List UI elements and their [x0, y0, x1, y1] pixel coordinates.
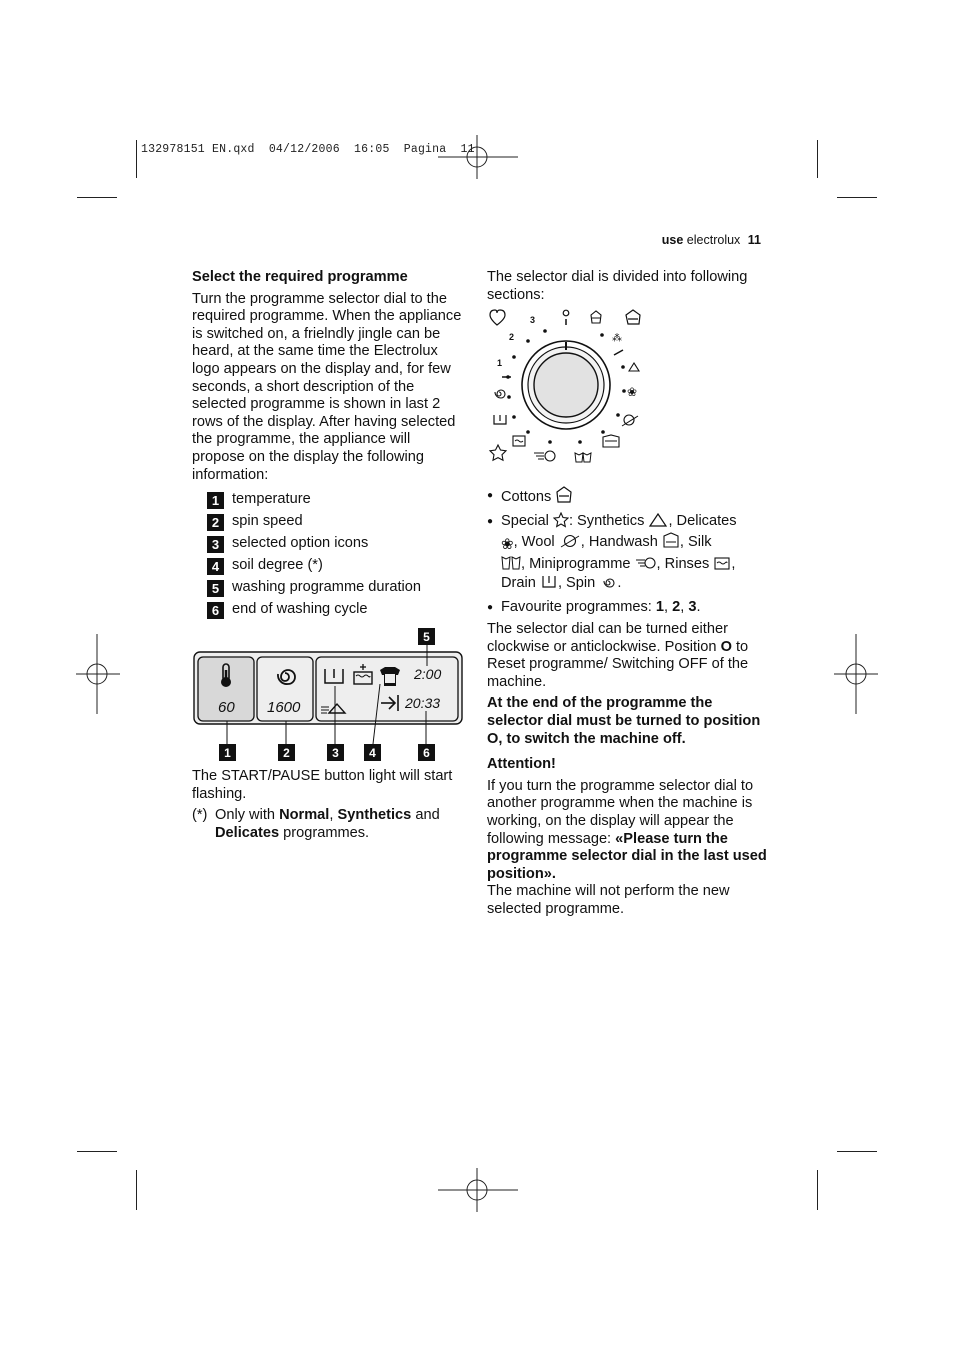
- list-item-label: spin speed: [232, 513, 303, 530]
- list-item-label: soil degree (*): [232, 557, 323, 574]
- position-o: O: [720, 638, 732, 655]
- callout-5: 5: [423, 630, 430, 644]
- handwash-icon: [662, 531, 680, 549]
- list-item: [207, 577, 464, 599]
- end-of-programme-text: At the end of the programme the selector dial must be turned to position O, to switch the machine off.: [487, 695, 761, 747]
- programme-synthetics: Synthetics: [337, 807, 412, 824]
- callout-3: 3: [332, 746, 339, 760]
- list-item-special: ● Special : Synthetics , Delicates ❀, Wool , Handwash , Silk , Miniprogramme , Rinses , Drain , Spin .: [487, 512, 767, 594]
- favourite-3-label: 3: [530, 315, 536, 325]
- footnote-text-part: and: [411, 807, 440, 824]
- silk-label: , Silk: [679, 534, 712, 550]
- footnote-marker: (*): [192, 807, 208, 824]
- list-item-label: selected option icons: [232, 535, 369, 552]
- footnote-text: [215, 807, 470, 842]
- special-star-icon: [490, 445, 506, 460]
- list-item: [207, 533, 464, 555]
- print-slug: 132978151 EN.qxd 04/12/2006 16:05 Pagina 11: [141, 143, 475, 156]
- display-panel-diagram: [190, 626, 470, 766]
- heart-icon: [490, 310, 505, 325]
- footnote-text-part: ,: [329, 807, 338, 824]
- final-text: The machine will not perform the new selected programme.: [487, 883, 730, 917]
- programme-normal: Normal: [279, 807, 330, 824]
- favourite-label: Favourite programmes:: [501, 598, 652, 615]
- synthetics-icon: [648, 512, 668, 528]
- crop-mark: [136, 1170, 137, 1210]
- duration-value: 2:00: [414, 666, 442, 682]
- spin-speed-value: 1600: [267, 699, 301, 716]
- special-star-icon: [553, 512, 569, 528]
- callout-4: 4: [369, 746, 376, 760]
- programme-list: [487, 486, 767, 617]
- special-label: Special: [501, 512, 549, 529]
- list-item-label: washing programme duration: [232, 579, 422, 596]
- callout-1: 1: [224, 746, 231, 760]
- number-badge: 3: [207, 536, 224, 553]
- running-head-section: use: [661, 233, 684, 247]
- display-info-list: [207, 489, 464, 621]
- spin-label: , Spin: [557, 575, 596, 591]
- cotton-icon: [555, 486, 573, 504]
- favourite-1: 1: [655, 598, 665, 615]
- crop-mark: [837, 197, 877, 198]
- handwash-label: , Handwash: [580, 534, 658, 550]
- silk-icon: [501, 555, 521, 571]
- crop-mark: [136, 140, 137, 178]
- footnote: [192, 807, 470, 842]
- favourite-1-label: 1: [497, 358, 503, 368]
- wool-icon: [559, 533, 581, 549]
- wool-icon: [622, 415, 638, 426]
- synthetics-label: : Synthetics: [568, 512, 645, 529]
- registration-mark-bottom: [438, 1168, 518, 1212]
- list-item: [207, 555, 464, 577]
- registration-mark-right: [834, 634, 878, 714]
- attention-text: [487, 778, 767, 884]
- attention-heading: Attention!: [487, 756, 556, 773]
- registration-mark-left: [76, 634, 120, 714]
- list-item: [207, 599, 464, 621]
- off-position-icon: [563, 310, 569, 325]
- number-badge: 5: [207, 580, 224, 597]
- miniprogramme-label: , Miniprogramme: [521, 555, 631, 572]
- dial-knob-inner: [534, 353, 598, 417]
- list-item-favourite: ● Favourite programmes: 1, 2, 3.: [487, 598, 767, 618]
- number-badge: 1: [207, 492, 224, 509]
- number-badge: 2: [207, 514, 224, 531]
- miniprogramme-icon: [635, 555, 657, 571]
- spin-small-icon: [495, 390, 505, 398]
- delicates-icon: ❀: [501, 536, 514, 553]
- crop-mark: [837, 1151, 877, 1152]
- cotton-eco-icon: [626, 310, 640, 324]
- selector-direction-text: [487, 621, 767, 691]
- selector-dial-diagram: [484, 305, 654, 467]
- list-item: [207, 489, 464, 511]
- delicates-label: , Delicates: [668, 512, 737, 529]
- drain-icon: [540, 574, 558, 590]
- section-heading: Select the required programme: [192, 269, 408, 285]
- favourite-3: 3: [688, 598, 697, 615]
- list-item-label: end of washing cycle: [232, 601, 368, 618]
- handwash-icon: [603, 435, 619, 447]
- crop-mark: [817, 140, 818, 178]
- attention-text-part: If you turn the programme selector dial to another programme when the machine is working, on the display will appear the following message:: [487, 777, 754, 847]
- spin-icon: [599, 574, 617, 590]
- running-head-brand: electrolux: [686, 233, 741, 247]
- right-column: [487, 269, 763, 304]
- footnote-text-part: programmes.: [279, 824, 370, 841]
- wool-label: , Wool: [513, 534, 555, 550]
- attention-message: «Please turn the programme selector dial in the last used position».: [487, 830, 767, 882]
- cotton-icon: [591, 311, 601, 323]
- drain-label: Drain: [501, 575, 536, 591]
- selector-text-part: to Reset programme/ Switching OFF of the machine.: [487, 638, 749, 690]
- selector-text-part: The selector dial can be turned either clockwise or anticlockwise. Position: [487, 621, 728, 655]
- easy-iron-icon: ⁂: [612, 333, 622, 344]
- crop-mark: [77, 197, 117, 198]
- crop-mark: [77, 1151, 117, 1152]
- selector-intro: The selector dial is divided into following sections:: [487, 269, 748, 303]
- registration-mark-top: [438, 135, 518, 179]
- running-head: [662, 233, 761, 247]
- delicates-icon: ❀: [627, 385, 638, 399]
- miniprogramme-icon: [534, 451, 555, 461]
- favourite-2-label: 2: [509, 332, 515, 342]
- silk-icon: [575, 453, 591, 462]
- programme-delicates: Delicates: [215, 824, 280, 841]
- sentence-end: .: [617, 575, 622, 591]
- rinses-label: , Rinses: [656, 555, 710, 572]
- drain-small-icon: [494, 415, 506, 424]
- synthetics-icon: [629, 363, 639, 371]
- intro-paragraph: Turn the programme selector dial to the required programme. When the appliance is switched on, a frielndly jingle can be heard, at the same time the Electrolux logo appears on the display and, for few seconds, a short description of the selected programme is shown in last 2 rows of the display. After having selected the programme, the appliance will propose on the display the following information:: [192, 290, 462, 483]
- footnote-text-part: Only with: [215, 807, 280, 824]
- left-column-lower: [192, 768, 470, 842]
- list-item: [207, 511, 464, 533]
- list-item-label: temperature: [232, 491, 311, 508]
- callout-2: 2: [283, 746, 290, 760]
- start-pause-text: The START/PAUSE button light will start flashing.: [192, 768, 453, 802]
- page-number: 11: [747, 233, 761, 247]
- rinse-icon: [513, 436, 525, 446]
- list-item-cottons: [487, 486, 767, 508]
- number-badge: 6: [207, 602, 224, 619]
- number-badge: 4: [207, 558, 224, 575]
- end-time-value: 20:33: [405, 695, 441, 711]
- callout-6: 6: [423, 746, 430, 760]
- cottons-label: Cottons: [501, 489, 552, 505]
- rinse-icon: [713, 555, 731, 571]
- right-column-lower: [487, 478, 767, 919]
- temperature-value: 60: [218, 699, 235, 716]
- crop-mark: [817, 1170, 818, 1210]
- favourite-2: 2: [672, 598, 681, 615]
- left-column: [192, 269, 464, 621]
